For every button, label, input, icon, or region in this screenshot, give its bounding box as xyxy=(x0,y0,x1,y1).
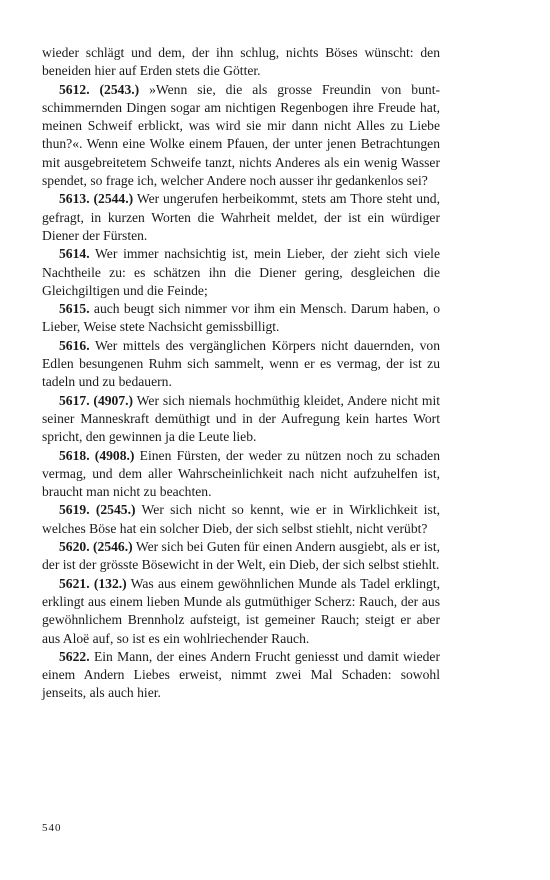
entry-number: 5612. (2543.) xyxy=(59,81,140,97)
entry-text: Ein Mann, der eines Andern Frucht geniesst und damit wieder einem Andern Liebes erweist, nimmt zwei Mal Schaden: sowohl jenseits, als auch hier. xyxy=(42,648,440,701)
entry-5615 xyxy=(42,300,440,337)
continuation-paragraph: wieder schlägt und dem, der ihn schlug, nichts Böses wünscht: den beneiden hier auf Erden stets die Götter. xyxy=(42,45,440,79)
page-number: 540 xyxy=(42,822,62,834)
entry-text: Wer mittels des vergänglichen Körpers nicht dauernden, von Edlen besungenen Ruhm sich sammelt, wenn er es vermag, der ist zu tadeln und zu bedauern. xyxy=(42,337,440,390)
entry-number: 5617. (4907.) xyxy=(59,392,134,408)
entry-5618 xyxy=(42,447,440,502)
entry-5613 xyxy=(42,190,440,245)
entry-number: 5618. (4908.) xyxy=(59,447,135,463)
entry-number: 5621. (132.) xyxy=(59,575,127,591)
entry-number: 5615. xyxy=(59,301,90,317)
entry-5617 xyxy=(42,392,440,447)
entry-5621 xyxy=(42,575,440,648)
entry-5612 xyxy=(42,81,440,191)
entry-text: »Wenn sie, die als grosse Freundin von buntschimmernden Dingen sogar am nichtigen Regenbogen ihre Freude hat, meinen Schweif erblickt, was wird sie mir dann nicht Alles zu Liebe thun?«. Wenn eine Wolke einem Pfauen, der unter jenen Betrachtungen mit ausgebreitetem Schweife tanzt, nichts Anderes als ein wenig Wasser spendet, so frage ich, welcher Andere noch ausser ihr gedankenlos sei? xyxy=(42,81,441,189)
entry-number: 5622. xyxy=(59,648,90,664)
entry-text: Einen Fürsten, der weder zu nützen noch zu schaden vermag, und dem aller Wahrscheinlichkeit nach nicht aufzuhelfen ist, braucht man nicht zu beachten. xyxy=(42,447,441,500)
entry-text: Wer sich nicht so kennt, wie er in Wirklichkeit ist, welches Böse hat ein solcher Dieb, der sich selbst stiehlt, nicht verübt? xyxy=(42,502,441,536)
entry-number: 5613. (2544.) xyxy=(59,191,134,207)
entry-number: 5616. xyxy=(59,337,90,353)
entry-text: Wer sich bei Guten für einen Andern ausgiebt, als er ist, der ist der grösste Bösewicht in der Welt, ein Dieb, der sich selbst stiehlt. xyxy=(42,539,441,573)
entry-number: 5614. xyxy=(59,246,90,262)
entry-5622 xyxy=(42,648,440,703)
entry-text: Was aus einem gewöhnlichen Munde als Tadel erklingt, erklingt aus einem lieben Munde als gutmüthiger Scherz: Rauch, der aus gewöhnlichem Brennholz aufsteigt, ist gemeiner Rauch; steigt er aber aus Aloë auf, so ist es ein wohlriechender Rauch. xyxy=(42,575,441,646)
entry-number: 5619. (2545.) xyxy=(59,502,136,518)
entry-5616 xyxy=(42,337,440,392)
entry-number: 5620. (2546.) xyxy=(59,539,133,555)
entry-text: auch beugt sich nimmer vor ihm ein Mensch. Darum haben, o Lieber, Weise stete Nachsicht gemissbilligt. xyxy=(42,301,440,335)
page-body xyxy=(42,44,440,703)
entry-text: Wer immer nachsichtig ist, mein Lieber, der zieht sich viele Nachtheile zu: es schätzen ihn die Diener gering, desgleichen die Gleichgiltigen und die Feinde; xyxy=(42,246,440,298)
entry-5614 xyxy=(42,245,440,300)
entry-text: Wer sich niemals hochmüthig kleidet, Andere nicht mit seiner Manneskraft demüthigt und in der Aufregung kein hartes Wort spricht, den gewinnen ja die Leute lieb. xyxy=(42,392,440,445)
entry-text: Wer ungerufen herbeikommt, stets am Thore steht und, gefragt, in kurzen Worten die Wahrheit meldet, der ist ein würdiger Diener der Fürsten. xyxy=(42,191,441,243)
entry-5619 xyxy=(42,501,440,538)
entry-5620 xyxy=(42,538,440,575)
